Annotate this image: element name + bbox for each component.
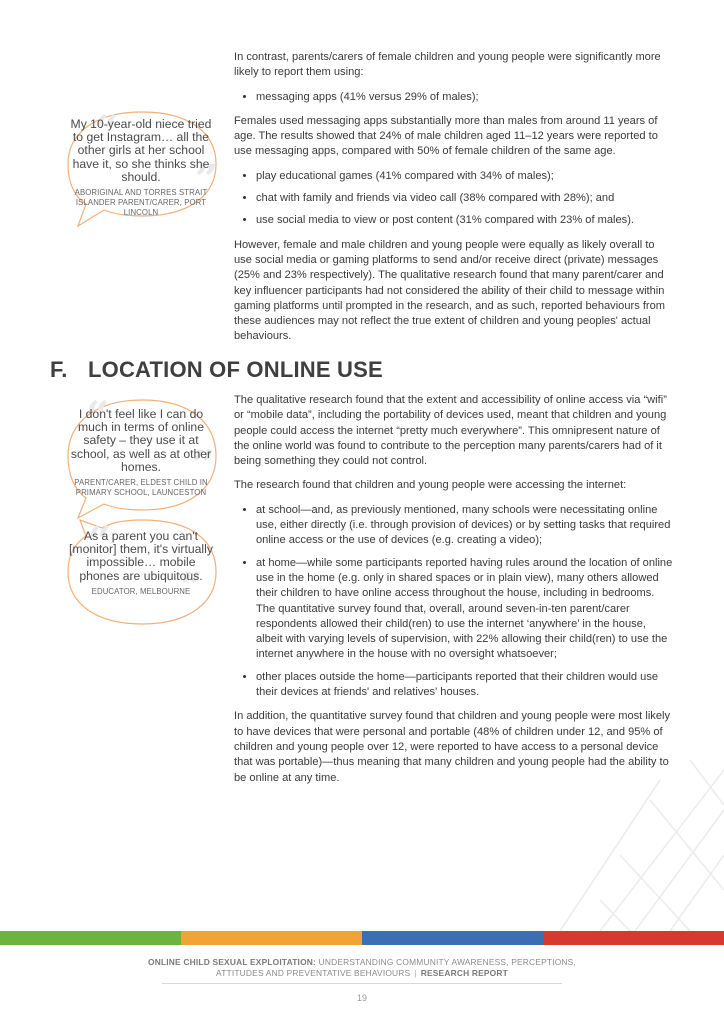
quote-text: My 10-year-old niece tried to get Instagram… all the other girls at her school have it, so she thinks she should. <box>70 117 212 184</box>
quote-attribution: EDUCATOR, MELBOURNE <box>91 586 191 596</box>
body-paragraph: The research found that children and young people were accessing the internet: <box>234 479 627 492</box>
color-bar-blue <box>362 931 543 945</box>
list-item: • use social media to view or post content (31% compared with 23% of males). <box>256 213 674 228</box>
close-quote-icon: ” <box>192 442 216 489</box>
page-footer <box>0 957 724 979</box>
quote-attribution: PARENT/CARER, ELDEST CHILD IN PRIMARY SCHOOL, LAUNCESTON <box>74 478 208 498</box>
footer-separator: | <box>414 968 417 978</box>
intro-paragraph: In contrast, parents/carers of female children and young people were significantly more likely to report them using: <box>234 51 661 79</box>
pull-quote <box>66 117 219 218</box>
color-bar-red <box>543 931 724 945</box>
intro-bullet-list <box>234 90 674 105</box>
list-item: • messaging apps (41% versus 29% of males); <box>256 90 674 105</box>
intro-bullet-list <box>234 169 674 229</box>
body-bullet-list <box>234 503 674 701</box>
quote-text: I don't feel like I can do much in terms of online safety – they use it at school, as well as at other homes. <box>70 407 212 474</box>
intro-paragraph: However, female and male children and young people were equally as likely overall to use social media or gaming platforms to send and/or receive direct (private) messages (25% and 23% respectively). The qualitative research found that many parent/carer and key influencer participants had not considered the ability of their child to message within gaming platforms until prompted in the research, and as such, reported behaviours from these audiences may not reflect the true extent of children and young peoples' actual behaviours. <box>234 238 666 343</box>
footer-line-1 <box>0 957 724 968</box>
footer-line-2 <box>0 968 724 979</box>
pull-quote <box>66 530 216 597</box>
color-bar-green <box>0 931 181 945</box>
open-quote-icon: “ <box>86 393 110 440</box>
list-item: • other places outside the home—participants reported that their children would use their devices at friends' and relatives' houses. <box>256 670 674 701</box>
list-item: • at school—and, as previously mentioned, many schools were necessitating online use, either directly (i.e. through provision of devices) or by setting tasks that required online access or the use of devices (e.g. creating a video); <box>256 503 674 549</box>
footer-subtitle-cont: ATTITUDES AND PREVENTATIVE BEHAVIOURS <box>216 968 411 978</box>
intro-paragraph: Females used messaging apps substantially more than males from around 11 years of age. The results showed that 24% of male children aged 11–12 years were reported to use messaging apps, compared with 50% of female children of the same age. <box>234 114 658 158</box>
footer-divider <box>162 983 562 984</box>
quote-attribution: ABORIGINAL AND TORRES STRAIT ISLANDER PARENT/CARER, PORT LINCOLN <box>74 188 208 218</box>
color-bar-orange <box>181 931 362 945</box>
section-letter: F. <box>50 357 68 382</box>
list-item: • chat with family and friends via video call (38% compared with 28%); and <box>256 191 674 206</box>
body-paragraph: In addition, the quantitative survey found that children and young people were most likely to have devices that were personal and portable (48% of children under 12, and 95% of children and young people over 12, were reported to have access to a personal device that was portable)—thus meaning that many children and young people had the ability to be online at any time. <box>234 710 671 784</box>
section-title: LOCATION OF ONLINE USE <box>88 357 383 382</box>
list-item: • at home—while some participants reported having rules around the location of online use in the home (e.g. only in shared spaces or in plain view), many others allowed their children to have online access throughout the house, including in bedrooms. The quantitative survey found that, overall, around seven-in-ten parent/carer respondents allowed their child(ren) to use the internet ‘anywhere’ in the house, albeit with varying levels of supervision, with 22% allowing their child(ren) to use the internet anywhere in the house with no oversight whatsoever; <box>256 556 674 663</box>
pull-quote <box>66 408 216 498</box>
footer-report-label: RESEARCH REPORT <box>420 968 508 978</box>
footer-subtitle: UNDERSTANDING COMMUNITY AWARENESS, PERCEPTIONS, <box>318 957 576 967</box>
quote-text: As a parent you can't [monitor] them, it's virtually impossible… mobile phones are ubiquitous. <box>69 529 213 583</box>
footer-report-title: ONLINE CHILD SEXUAL EXPLOITATION: <box>147 957 317 967</box>
section-heading <box>50 357 383 383</box>
open-quote-icon: “ <box>88 518 112 565</box>
close-quote-icon: ” <box>180 564 204 611</box>
body-section <box>234 393 674 795</box>
page-number: 19 <box>356 993 367 1003</box>
open-quote-icon: “ <box>95 107 119 154</box>
close-quote-icon: ” <box>195 156 219 203</box>
list-item: • play educational games (41% compared with 34% of males); <box>256 169 674 184</box>
intro-section <box>234 50 674 354</box>
body-paragraph: The qualitative research found that the extent and accessibility of online access via “wifi” or “mobile data”, including the portability of devices used, meant that children and young people could access the internet “pretty much everywhere”. This omnipresent nature of the online world was found to contribute to the perception many parents/carers had of it being something they could not control. <box>234 394 667 468</box>
